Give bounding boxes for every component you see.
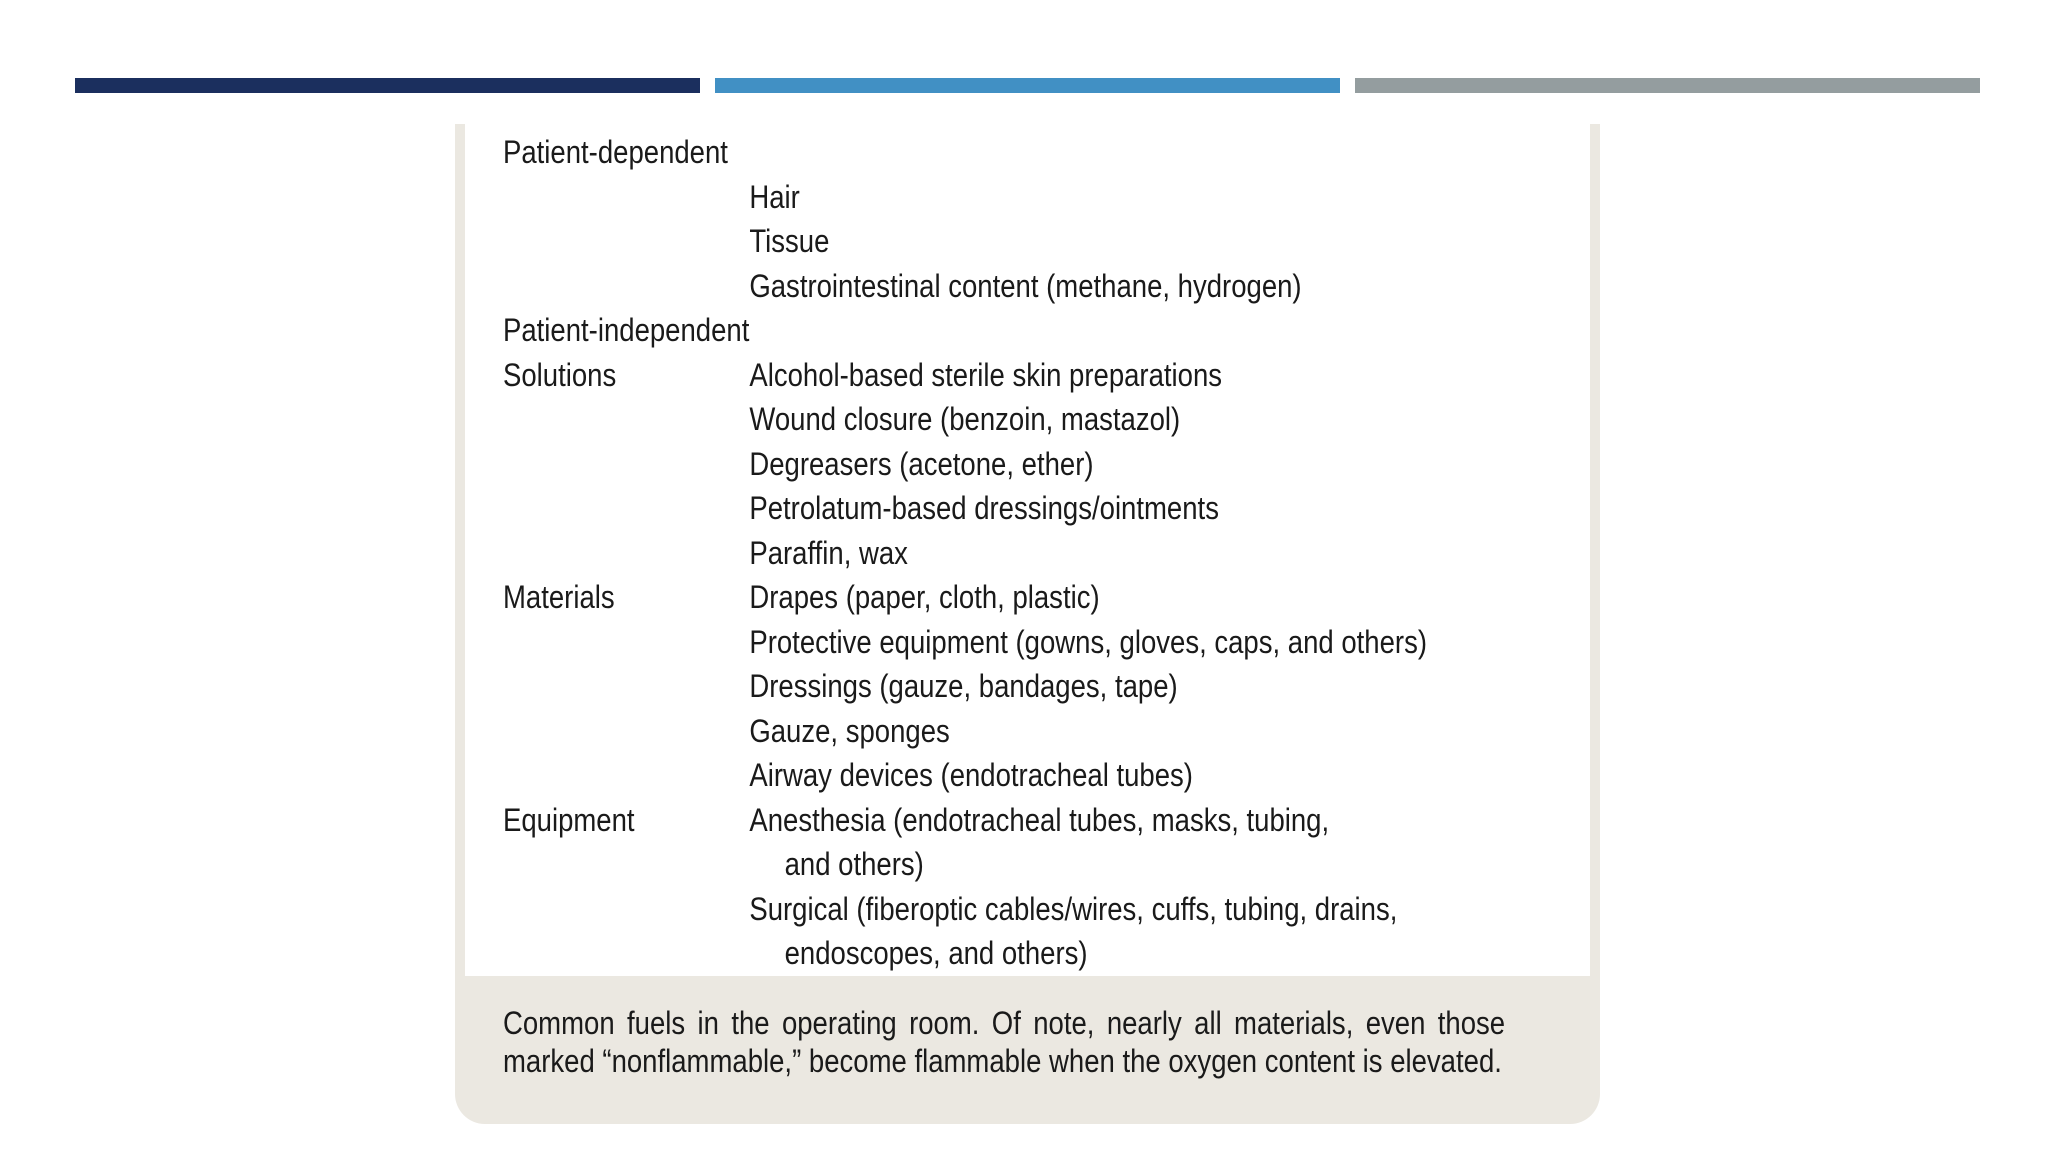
category-cell — [503, 620, 749, 665]
category-cell — [503, 442, 749, 487]
table-row — [503, 620, 1427, 665]
table-row — [503, 575, 1427, 620]
table-row — [503, 219, 1427, 264]
table-row — [503, 353, 1427, 398]
table-row — [503, 130, 1427, 175]
item-cell — [749, 486, 1427, 531]
item-cell — [749, 353, 1427, 398]
item-line: Protective equipment (gowns, gloves, caps, and others) — [749, 623, 1428, 660]
item-cell — [749, 264, 1427, 309]
header-bar-gray — [1355, 78, 1980, 93]
category-cell: Solutions — [503, 356, 617, 393]
item-line: Petrolatum-based dressings/ointments — [749, 490, 1219, 526]
item-cell — [749, 219, 1427, 264]
item-line: Anesthesia (endotracheal tubes, masks, tubing, — [749, 801, 1330, 838]
item-line: Wound closure (benzoin, mastazol) — [749, 401, 1181, 437]
table-row — [503, 175, 1427, 220]
item-line: Surgical (fiberoptic cables/wires, cuffs, tubing, drains, — [749, 890, 1398, 927]
item-line: Alcohol-based sterile skin preparations — [749, 356, 1223, 393]
item-cell — [749, 397, 1427, 442]
table-row — [503, 709, 1427, 754]
category-cell — [503, 709, 749, 754]
header-bar-dark-blue — [75, 78, 700, 93]
item-cell — [749, 753, 1427, 798]
item-cell — [749, 887, 1427, 976]
item-line: Gauze, sponges — [749, 712, 950, 749]
table-row — [503, 442, 1427, 487]
category-cell — [503, 219, 749, 264]
table-row — [503, 264, 1427, 309]
item-cell — [749, 709, 1427, 754]
item-continuation-line: and others) — [784, 846, 924, 882]
item-line: Gastrointestinal content (methane, hydrogen) — [749, 267, 1302, 304]
category-cell — [503, 397, 749, 442]
item-cell — [749, 175, 1427, 220]
fuels-table — [503, 130, 1427, 976]
table-row — [503, 486, 1427, 531]
item-line: Hair — [749, 178, 800, 215]
item-line: Tissue — [749, 223, 830, 259]
table-row — [503, 753, 1427, 798]
category-cell — [503, 486, 749, 531]
item-line: Airway devices (endotracheal tubes) — [749, 757, 1193, 793]
caption-line-2: marked “nonflammable,” become flammable when the oxygen content is elevated. — [503, 1043, 1502, 1079]
category-cell — [503, 175, 749, 220]
item-cell — [749, 130, 1427, 175]
table-row — [503, 664, 1427, 709]
category-cell — [503, 887, 749, 976]
figure-caption — [503, 1004, 1506, 1080]
item-continuation-line: endoscopes, and others) — [784, 935, 1088, 971]
item-cell — [749, 442, 1427, 487]
item-line: Dressings (gauze, bandages, tape) — [749, 668, 1178, 704]
table-panel — [465, 124, 1590, 976]
category-cell: Patient-dependent — [503, 134, 728, 170]
header-bar-light-blue — [715, 78, 1340, 93]
table-row — [503, 887, 1427, 976]
item-cell — [749, 308, 1427, 353]
category-cell: Equipment — [503, 801, 635, 838]
caption-line-1: Common fuels in the operating room. Of note, nearly all materials, even those — [503, 1005, 1506, 1041]
category-cell: Materials — [503, 579, 615, 615]
item-cell — [749, 798, 1427, 887]
table-row — [503, 397, 1427, 442]
category-cell: Patient-independent — [503, 312, 750, 348]
item-line: Paraffin, wax — [749, 534, 908, 571]
fuel-table-figure — [455, 124, 1600, 1124]
item-cell — [749, 620, 1427, 665]
category-cell — [503, 531, 749, 576]
table-row — [503, 531, 1427, 576]
category-cell — [503, 664, 749, 709]
table-row — [503, 308, 1427, 353]
table-row — [503, 798, 1427, 887]
category-cell — [503, 264, 749, 309]
item-line: Degreasers (acetone, ether) — [749, 445, 1094, 482]
item-line: Drapes (paper, cloth, plastic) — [749, 579, 1100, 615]
category-cell — [503, 753, 749, 798]
item-cell — [749, 575, 1427, 620]
item-cell — [749, 531, 1427, 576]
item-cell — [749, 664, 1427, 709]
